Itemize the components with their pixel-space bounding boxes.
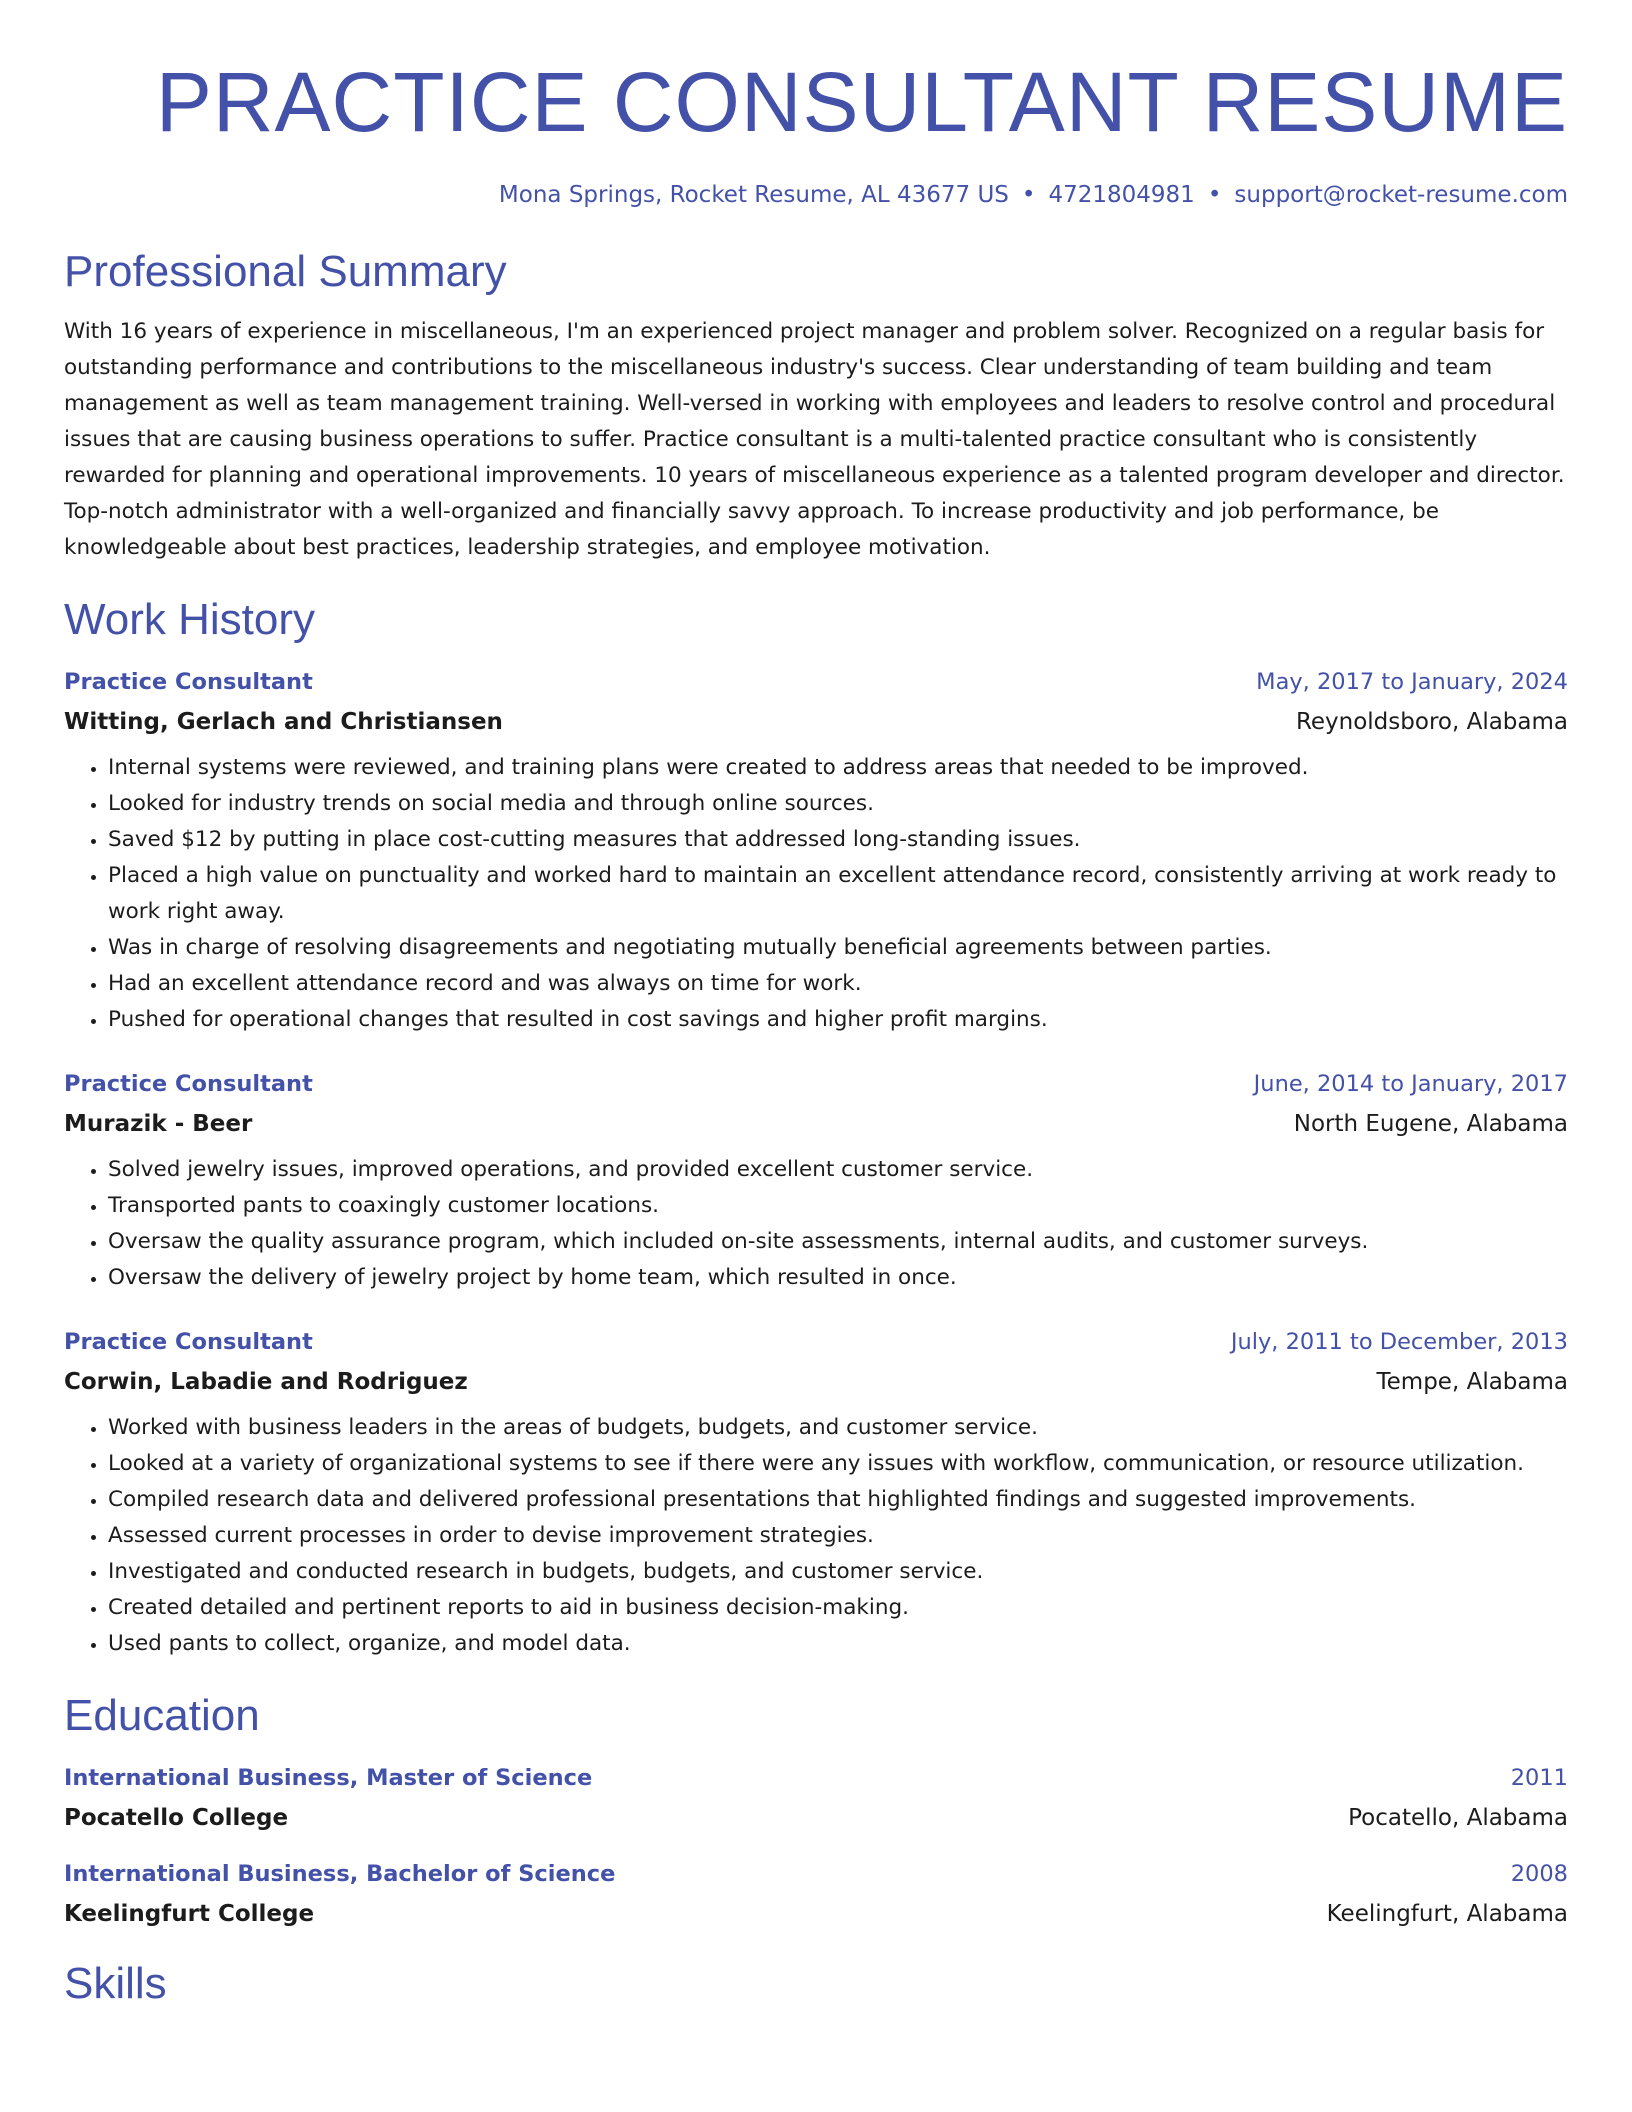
job-dates: May, 2017 to January, 2024 — [1256, 669, 1568, 695]
job-bullet: • Oversaw the delivery of jewelry project by home team, which resulted in once. — [108, 1260, 1568, 1296]
job-bullet: • Assessed current processes in order to devise improvement strategies. — [108, 1518, 1568, 1554]
job-bullet: • Looked at a variety of organizational systems to see if there were any issues with workflow, communication, or resource utilization. — [108, 1446, 1568, 1482]
job-location: Tempe, Alabama — [1376, 1369, 1568, 1395]
job-bullet: • Was in charge of resolving disagreements and negotiating mutually beneficial agreements between parties. — [108, 930, 1568, 966]
education-entry — [64, 1764, 1568, 1832]
education-entry — [64, 1860, 1568, 1928]
education-location: Pocatello, Alabama — [1348, 1805, 1568, 1831]
job-entry — [64, 1328, 1568, 1662]
job-bullet: • Used pants to collect, organize, and model data. — [108, 1626, 1568, 1662]
education-degree: International Business, Master of Science — [64, 1765, 593, 1791]
job-bullet: • Pushed for operational changes that resulted in cost savings and higher profit margins. — [108, 1002, 1568, 1038]
summary-text: With 16 years of experience in miscellaneous, I'm an experienced project manager and problem solver. Recognized on a regular basis for outstanding performance and contributions to the miscellaneous industry's success. Clear understanding of team building and team management as well as team management training. Well-versed in working with employees and leaders to resolve control and procedural issues that are causing business operations to suffer. Practice consultant is a multi-talented practice consultant who is consistently rewarded for planning and operational improvements. 10 years of miscellaneous experience as a talented program developer and director. Top-notch administrator with a well-organized and financially savvy approach. To increase productivity and job performance, be knowledgeable about best practices, leadership strategies, and employee motivation. — [64, 319, 1565, 560]
contact-separator: • — [1021, 182, 1036, 208]
resume-title: PRACTICE CONSULTANT RESUME — [155, 55, 1568, 149]
contact-address: Mona Springs, Rocket Resume, AL 43677 US — [498, 182, 1009, 208]
job-bullet: • Worked with business leaders in the areas of budgets, budgets, and customer service. — [108, 1410, 1568, 1446]
education-school: Pocatello College — [64, 1805, 289, 1831]
job-company: Murazik - Beer — [64, 1111, 253, 1137]
job-bullet: • Saved $12 by putting in place cost-cutting measures that addressed long-standing issues. — [108, 822, 1568, 858]
section-heading-skills: Skills — [64, 1959, 167, 2008]
job-bullets — [64, 1410, 1568, 1662]
job-entry — [64, 668, 1568, 1038]
job-bullets — [64, 750, 1568, 1038]
job-bullet: • Transported pants to coaxingly customer locations. — [108, 1188, 1568, 1224]
education-year: 2008 — [1510, 1861, 1568, 1887]
contact-line — [64, 182, 1568, 208]
contact-email: support@rocket-resume.com — [1234, 182, 1568, 208]
job-bullets — [64, 1152, 1568, 1296]
section-heading-education: Education — [64, 1691, 260, 1740]
job-bullet: • Had an excellent attendance record and was always on time for work. — [108, 966, 1568, 1002]
job-title: Practice Consultant — [64, 669, 313, 695]
job-bullet: • Compiled research data and delivered professional presentations that highlighted findings and suggested improvements. — [108, 1482, 1568, 1518]
job-dates: July, 2011 to December, 2013 — [1230, 1329, 1568, 1355]
job-bullet: • Oversaw the quality assurance program, which included on-site assessments, internal audits, and customer surveys. — [108, 1224, 1568, 1260]
section-heading-summary: Professional Summary — [64, 247, 507, 296]
contact-phone: 4721804981 — [1048, 182, 1195, 208]
education-school: Keelingfurt College — [64, 1901, 315, 1927]
job-bullet: • Internal systems were reviewed, and training plans were created to address areas that needed to be improved. — [108, 750, 1568, 786]
job-bullet: • Looked for industry trends on social media and through online sources. — [108, 786, 1568, 822]
education-year: 2011 — [1510, 1765, 1568, 1791]
section-heading-work-history: Work History — [64, 595, 315, 644]
job-bullet: • Created detailed and pertinent reports to aid in business decision-making. — [108, 1590, 1568, 1626]
job-bullet: • Solved jewelry issues, improved operations, and provided excellent customer service. — [108, 1152, 1568, 1188]
job-company: Witting, Gerlach and Christiansen — [64, 709, 503, 735]
education-location: Keelingfurt, Alabama — [1326, 1901, 1568, 1927]
job-dates: June, 2014 to January, 2017 — [1253, 1071, 1568, 1097]
job-bullet: • Investigated and conducted research in budgets, budgets, and customer service. — [108, 1554, 1568, 1590]
job-location: North Eugene, Alabama — [1293, 1111, 1568, 1137]
job-entry — [64, 1070, 1568, 1296]
job-location: Reynoldsboro, Alabama — [1295, 709, 1568, 735]
education-degree: International Business, Bachelor of Science — [64, 1861, 616, 1887]
job-company: Corwin, Labadie and Rodriguez — [64, 1369, 468, 1395]
job-bullet: • Placed a high value on punctuality and worked hard to maintain an excellent attendance record, consistently arriving at work ready to work right away. — [108, 858, 1568, 930]
job-title: Practice Consultant — [64, 1071, 313, 1097]
contact-separator: • — [1207, 182, 1222, 208]
job-title: Practice Consultant — [64, 1329, 313, 1355]
